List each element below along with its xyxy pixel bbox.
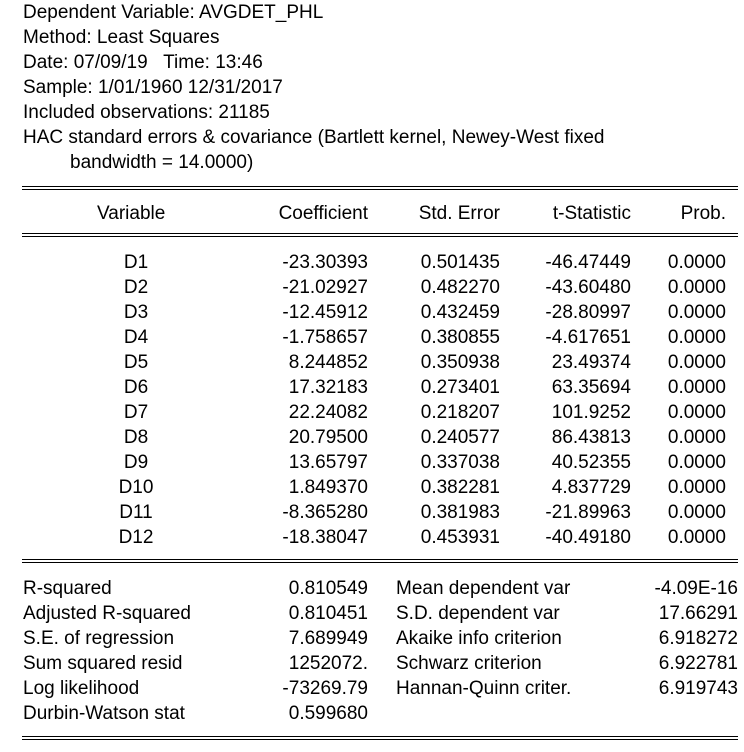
- cell-prob: 0.0000: [667, 402, 726, 423]
- stat-value-left: 0.810451: [288, 603, 368, 624]
- table-row: [0, 450, 744, 475]
- column-header-row: [0, 201, 744, 226]
- observations-line: Included observations: 21185: [23, 102, 270, 123]
- stat-label-left: Sum squared resid: [23, 653, 183, 674]
- stat-label-right: Akaike info criterion: [396, 628, 562, 649]
- cell-t-statistic: 63.35694: [551, 377, 631, 398]
- stat-value-left: 0.810549: [288, 578, 368, 599]
- cell-prob: 0.0000: [667, 352, 726, 373]
- cell-std-error: 0.381983: [420, 502, 500, 523]
- table-row: [0, 350, 744, 375]
- cell-coefficient: -8.365280: [282, 502, 368, 523]
- cell-std-error: 0.380855: [420, 327, 500, 348]
- cell-t-statistic: 86.43813: [551, 427, 631, 448]
- stats-row: [0, 626, 744, 651]
- stat-label-left: S.E. of regression: [23, 628, 175, 649]
- table-row: [0, 250, 744, 275]
- cell-prob: 0.0000: [667, 452, 726, 473]
- column-header-divider: [22, 233, 738, 237]
- cell-prob: 0.0000: [667, 302, 726, 323]
- stats-row: [0, 676, 744, 701]
- cell-t-statistic: 40.52355: [551, 452, 631, 473]
- cell-coefficient: -21.02927: [282, 277, 368, 298]
- stat-value-right: 6.918272: [658, 628, 738, 649]
- cell-t-statistic: -46.47449: [545, 252, 631, 273]
- cell-coefficient: -1.758657: [282, 327, 368, 348]
- cell-variable: D2: [123, 277, 149, 298]
- cell-prob: 0.0000: [667, 277, 726, 298]
- table-row: [0, 325, 744, 350]
- cell-t-statistic: -21.89963: [545, 502, 631, 523]
- cell-variable: D5: [123, 352, 149, 373]
- stat-value-right: 6.922781: [658, 653, 738, 674]
- cell-prob: 0.0000: [667, 377, 726, 398]
- stats-row: [0, 601, 744, 626]
- stat-value-right: 6.919743: [658, 678, 738, 699]
- cell-prob: 0.0000: [667, 252, 726, 273]
- table-row: [0, 425, 744, 450]
- method-line: Method: Least Squares: [23, 27, 220, 48]
- cell-t-statistic: 101.9252: [551, 402, 631, 423]
- cell-std-error: 0.382281: [420, 477, 500, 498]
- cell-std-error: 0.240577: [420, 427, 500, 448]
- stat-label-right: Mean dependent var: [396, 578, 571, 599]
- cell-variable: D8: [123, 427, 149, 448]
- bottom-divider: [22, 736, 738, 740]
- table-row: [0, 525, 744, 550]
- cell-coefficient: 8.244852: [288, 352, 368, 373]
- stat-value-left: 1252072.: [288, 653, 368, 674]
- stats-row: [0, 576, 744, 601]
- stats-row: [0, 651, 744, 676]
- dependent-variable-line: Dependent Variable: AVGDET_PHL: [23, 2, 324, 23]
- cell-std-error: 0.482270: [420, 277, 500, 298]
- cell-coefficient: 1.849370: [288, 477, 368, 498]
- cell-prob: 0.0000: [667, 477, 726, 498]
- stat-label-left: Durbin-Watson stat: [23, 703, 185, 724]
- table-row: [0, 300, 744, 325]
- table-row: [0, 375, 744, 400]
- cell-variable: D1: [123, 252, 149, 273]
- coefficients-divider: [22, 559, 738, 563]
- cell-coefficient: 22.24082: [288, 402, 368, 423]
- table-row: [0, 275, 744, 300]
- cell-std-error: 0.337038: [420, 452, 500, 473]
- date-time-line: Date: 07/09/19 Time: 13:46: [23, 52, 263, 73]
- cell-coefficient: -23.30393: [282, 252, 368, 273]
- cell-std-error: 0.218207: [420, 402, 500, 423]
- cell-coefficient: 13.65797: [288, 452, 368, 473]
- cell-std-error: 0.273401: [420, 377, 500, 398]
- stats-row: [0, 701, 744, 726]
- cell-t-statistic: -28.80997: [545, 302, 631, 323]
- stat-value-right: 17.66291: [658, 603, 738, 624]
- cell-variable: D4: [123, 327, 149, 348]
- hac-line-1: HAC standard errors & covariance (Bartlett kernel, Newey-West fixed: [23, 127, 605, 148]
- column-header-coefficient: Coefficient: [278, 203, 368, 224]
- cell-t-statistic: 23.49374: [551, 352, 631, 373]
- cell-variable: D7: [123, 402, 149, 423]
- cell-prob: 0.0000: [667, 527, 726, 548]
- cell-prob: 0.0000: [667, 502, 726, 523]
- cell-variable: D12: [118, 527, 154, 548]
- stat-label-right: S.D. dependent var: [396, 603, 560, 624]
- column-header-variable: Variable: [97, 203, 166, 224]
- header-divider: [22, 186, 738, 190]
- cell-std-error: 0.432459: [420, 302, 500, 323]
- stat-value-left: -73269.79: [282, 678, 368, 699]
- cell-std-error: 0.453931: [420, 527, 500, 548]
- cell-t-statistic: -4.617651: [545, 327, 631, 348]
- equation-header: [23, 0, 604, 175]
- cell-prob: 0.0000: [667, 427, 726, 448]
- cell-t-statistic: 4.837729: [551, 477, 631, 498]
- stat-label-left: R-squared: [23, 578, 112, 599]
- stat-value-right: -4.09E-16: [654, 578, 738, 599]
- table-row: [0, 500, 744, 525]
- cell-prob: 0.0000: [667, 327, 726, 348]
- cell-variable: D11: [119, 502, 153, 523]
- cell-coefficient: -18.38047: [282, 527, 368, 548]
- column-header-t-statistic: t-Statistic: [552, 203, 631, 224]
- hac-line-2: bandwidth = 14.0000): [70, 152, 254, 173]
- table-row: [0, 400, 744, 425]
- stat-label-right: Schwarz criterion: [396, 653, 542, 674]
- cell-coefficient: -12.45912: [282, 302, 368, 323]
- table-row: [0, 475, 744, 500]
- stat-value-left: 0.599680: [288, 703, 368, 724]
- cell-t-statistic: -43.60480: [545, 277, 631, 298]
- column-header-prob: Prob.: [680, 203, 726, 224]
- cell-coefficient: 17.32183: [288, 377, 368, 398]
- cell-variable: D9: [123, 452, 149, 473]
- sample-line: Sample: 1/01/1960 12/31/2017: [23, 77, 283, 98]
- cell-variable: D10: [118, 477, 154, 498]
- cell-std-error: 0.350938: [420, 352, 500, 373]
- stat-label-left: Adjusted R-squared: [23, 603, 191, 624]
- cell-coefficient: 20.79500: [288, 427, 368, 448]
- cell-variable: D6: [123, 377, 149, 398]
- cell-t-statistic: -40.49180: [545, 527, 631, 548]
- stat-label-left: Log likelihood: [23, 678, 140, 699]
- cell-std-error: 0.501435: [420, 252, 500, 273]
- cell-variable: D3: [123, 302, 149, 323]
- stat-label-right: Hannan-Quinn criter.: [396, 678, 572, 699]
- stat-value-left: 7.689949: [288, 628, 368, 649]
- column-header-std-error: Std. Error: [418, 203, 500, 224]
